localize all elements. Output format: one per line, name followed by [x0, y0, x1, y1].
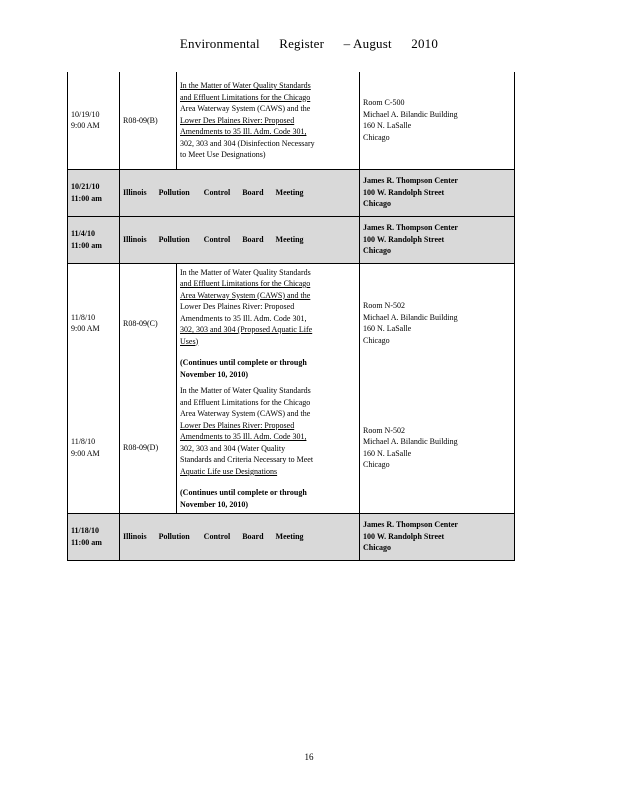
location-line: 100 W. Randolph Street — [363, 187, 445, 197]
time-text: 11:00 am — [71, 240, 102, 250]
location-cell — [360, 513, 515, 560]
date-text: 11/4/10 — [71, 229, 96, 238]
meeting-cell: Illinois Pollution Control Board Meeting — [120, 216, 360, 263]
location-line: James R. Thompson Center — [363, 223, 458, 233]
desc-line: Amendments to 35 Ill. Adm. Code 301, — [180, 313, 307, 323]
location-line: Michael A. Bilandic Building — [363, 109, 458, 119]
description-cell — [177, 263, 360, 383]
location-line: 100 W. Randolph Street — [363, 531, 445, 541]
location-line: Room N-502 — [363, 425, 405, 435]
meeting-cell: Illinois Pollution Control Board Meeting — [120, 169, 360, 216]
desc-line: Lower Des Plaines River: Proposed — [180, 115, 295, 125]
location-line: 160 N. LaSalle — [363, 121, 412, 131]
location-line: 100 W. Randolph Street — [363, 234, 445, 244]
desc-line: Area Waterway System (CAWS) and the — [180, 290, 311, 300]
header-part3: – August — [343, 36, 392, 51]
date-cell — [68, 263, 120, 383]
date-text: 10/21/10 — [71, 182, 100, 191]
location-line: Room N-502 — [363, 301, 405, 311]
desc-line: to Meet Use Designations) — [180, 150, 266, 159]
description-cell — [177, 72, 360, 169]
docket-cell: R08-09(B) — [120, 72, 177, 169]
date-text: 10/19/10 — [71, 109, 100, 119]
continues-line: November 10, 2010) — [180, 369, 249, 379]
table-row — [68, 263, 515, 383]
desc-line: Lower Des Plaines River: Proposed — [180, 420, 295, 430]
desc-line: Amendments to 35 Ill. Adm. Code 301, — [180, 432, 307, 442]
time-text: 9:00 AM — [71, 448, 100, 458]
location-line: Room C-500 — [363, 98, 405, 108]
date-cell — [68, 513, 120, 560]
desc-line: In the Matter of Water Quality Standards — [180, 267, 311, 277]
desc-line: 302, 303 and 304 (Proposed Aquatic Life — [180, 325, 313, 334]
location-cell — [360, 263, 515, 383]
location-line: Chicago — [363, 246, 391, 256]
location-cell — [360, 72, 515, 169]
continues-line: November 10, 2010) — [180, 499, 249, 509]
header-part4: 2010 — [411, 36, 439, 51]
desc-line: In the Matter of Water Quality Standards — [180, 81, 311, 90]
location-line: James R. Thompson Center — [363, 520, 458, 530]
time-text: 11:00 am — [71, 193, 102, 203]
location-cell — [360, 216, 515, 263]
table-row — [68, 383, 515, 513]
time-text: 9:00 AM — [71, 324, 100, 334]
desc-line: In the Matter of Water Quality Standards — [180, 386, 311, 396]
table-row — [68, 216, 515, 263]
date-text: 11/8/10 — [71, 312, 96, 322]
desc-line: Lower Des Plaines River: Proposed — [180, 302, 295, 311]
desc-line: Uses) — [180, 336, 199, 346]
docket-cell: R08-09(D) — [120, 383, 177, 513]
table-row — [68, 513, 515, 560]
continues-line: (Continues until complete or through — [180, 358, 307, 367]
table-row — [68, 169, 515, 216]
date-cell — [68, 383, 120, 513]
location-line: James R. Thompson Center — [363, 176, 458, 186]
date-cell — [68, 72, 120, 169]
desc-line: Aquatic Life use Designations — [180, 466, 278, 476]
location-line: Chicago — [363, 132, 390, 142]
desc-line: 302, 303 and 304 (Disinfection Necessary — [180, 138, 315, 148]
desc-line: Standards and Criteria Necessary to Meet — [180, 455, 314, 465]
location-line: Michael A. Bilandic Building — [363, 437, 458, 447]
page-number: 16 — [304, 752, 314, 762]
header-part2: Register — [279, 36, 325, 51]
location-line: 160 N. LaSalle — [363, 448, 412, 458]
location-cell — [360, 169, 515, 216]
table-row — [68, 72, 515, 169]
time-text: 9:00 AM — [71, 121, 100, 131]
location-line: Michael A. Bilandic Building — [363, 312, 458, 322]
desc-line: and Effluent Limitations for the Chicago — [180, 279, 311, 288]
date-text: 11/8/10 — [71, 437, 96, 447]
location-line: 160 N. LaSalle — [363, 324, 412, 334]
date-cell — [68, 169, 120, 216]
location-line: Chicago — [363, 460, 390, 470]
page-header — [0, 36, 618, 52]
desc-line: and Effluent Limitations for the Chicago — [180, 397, 311, 407]
hearing-schedule-table — [67, 72, 515, 561]
date-cell — [68, 216, 120, 263]
docket-cell: R08-09(C) — [120, 263, 177, 383]
location-cell — [360, 383, 515, 513]
continues-line: (Continues until complete or through — [180, 488, 307, 498]
time-text: 11:00 am — [71, 537, 102, 547]
header-part1: Environmental — [179, 36, 260, 51]
meeting-cell: Illinois Pollution Control Board Meeting — [120, 513, 360, 560]
location-line: Chicago — [363, 335, 390, 345]
location-line: Chicago — [363, 199, 391, 209]
desc-line: 302, 303 and 304 (Water Quality — [180, 443, 286, 453]
location-line: Chicago — [363, 543, 391, 553]
date-text: 11/18/10 — [71, 526, 100, 535]
desc-line: and Effluent Limitations for the Chicago — [180, 92, 311, 102]
desc-line: Area Waterway System (CAWS) and the — [180, 104, 311, 113]
description-cell — [177, 383, 360, 513]
desc-line: Area Waterway System (CAWS) and the — [180, 409, 311, 419]
desc-line: Amendments to 35 Ill. Adm. Code 301, — [180, 127, 307, 136]
